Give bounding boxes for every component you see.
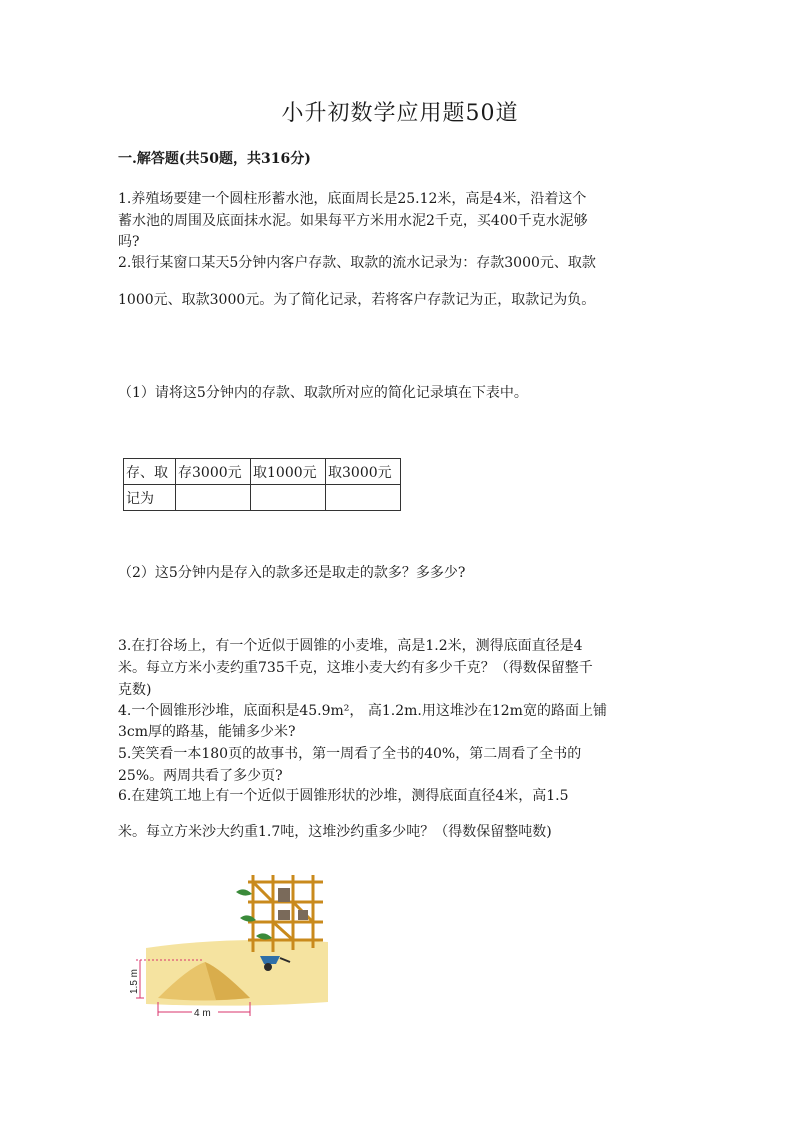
question-3-line-2: 米。每立方米小麦约重735千克，这堆小麦大约有多少千克？（得数保留整千 <box>118 660 593 676</box>
table-cell: 取1000元 <box>251 459 326 485</box>
question-1-line-2: 蓄水池的周围及底面抹水泥。如果每平方米用水泥2千克，买400千克水泥够 <box>118 213 588 229</box>
building-window <box>298 910 308 920</box>
plant-graphic <box>236 889 252 895</box>
building-window <box>278 910 290 920</box>
question-5-line-1: 5.笑笑看一本180页的故事书，第一周看了全书的40%，第二周看了全书的 <box>118 746 582 762</box>
question-2-sub-1: （1）请将这5分钟内的存款、取款所对应的简化记录填在下表中。 <box>118 385 528 401</box>
building-window <box>278 888 290 902</box>
height-label: 1.5 m <box>129 968 140 994</box>
table-cell: 取3000元 <box>326 459 401 485</box>
question-2-line-2: 1000元、取款3000元。为了简化记录，若将客户存款记为正，取款记为负。 <box>118 292 596 308</box>
question-3-line-3: 克数) <box>118 682 152 698</box>
table-cell-blank <box>326 485 401 511</box>
table-cell-blank <box>251 485 326 511</box>
sand-pile-illustration <box>128 870 328 1030</box>
question-5-line-2: 25%。两周共看了多少页? <box>118 768 283 784</box>
question-2-line-1: 2.银行某窗口某天5分钟内客户存款、取款的流水记录为：存款3000元、取款 <box>118 255 596 271</box>
question-3-line-1: 3.在打谷场上，有一个近似于圆锥的小麦堆，高是1.2米，测得底面直径是4 <box>118 638 583 654</box>
table-row <box>124 485 401 511</box>
question-4-line-2: 3cm厚的路基，能铺多少米? <box>118 724 296 740</box>
table-cell: 存、取 <box>124 459 176 485</box>
table-row <box>124 459 401 485</box>
page-title: 小升初数学应用题50道 <box>281 101 519 126</box>
question-1-line-3: 吗? <box>118 234 140 250</box>
question-4-line-1: 4.一个圆锥形沙堆，底面积是45.9m²， 高1.2m.用这堆沙在12m宽的路面上铺 <box>118 703 607 719</box>
question-6-line-1: 6.在建筑工地上有一个近似于圆锥形状的沙堆，测得底面直径4米，高1.5 <box>118 788 569 804</box>
table-cell-blank <box>176 485 251 511</box>
table-cell: 记为 <box>124 485 176 511</box>
question-2-sub-2: （2）这5分钟内是存入的款多还是取走的款多？多多少? <box>118 565 466 581</box>
width-label: 4 m <box>194 1008 211 1019</box>
question-1-line-1: 1.养殖场要建一个圆柱形蓄水池，底面周长是25.12米，高是4米，沿着这个 <box>118 191 587 207</box>
record-table <box>123 458 401 511</box>
section-heading: 一.解答题(共50题，共316分) <box>118 151 311 167</box>
question-6-line-2: 米。每立方米沙大约重1.7吨，这堆沙约重多少吨？（得数保留整吨数) <box>118 824 552 840</box>
table-cell: 存3000元 <box>176 459 251 485</box>
